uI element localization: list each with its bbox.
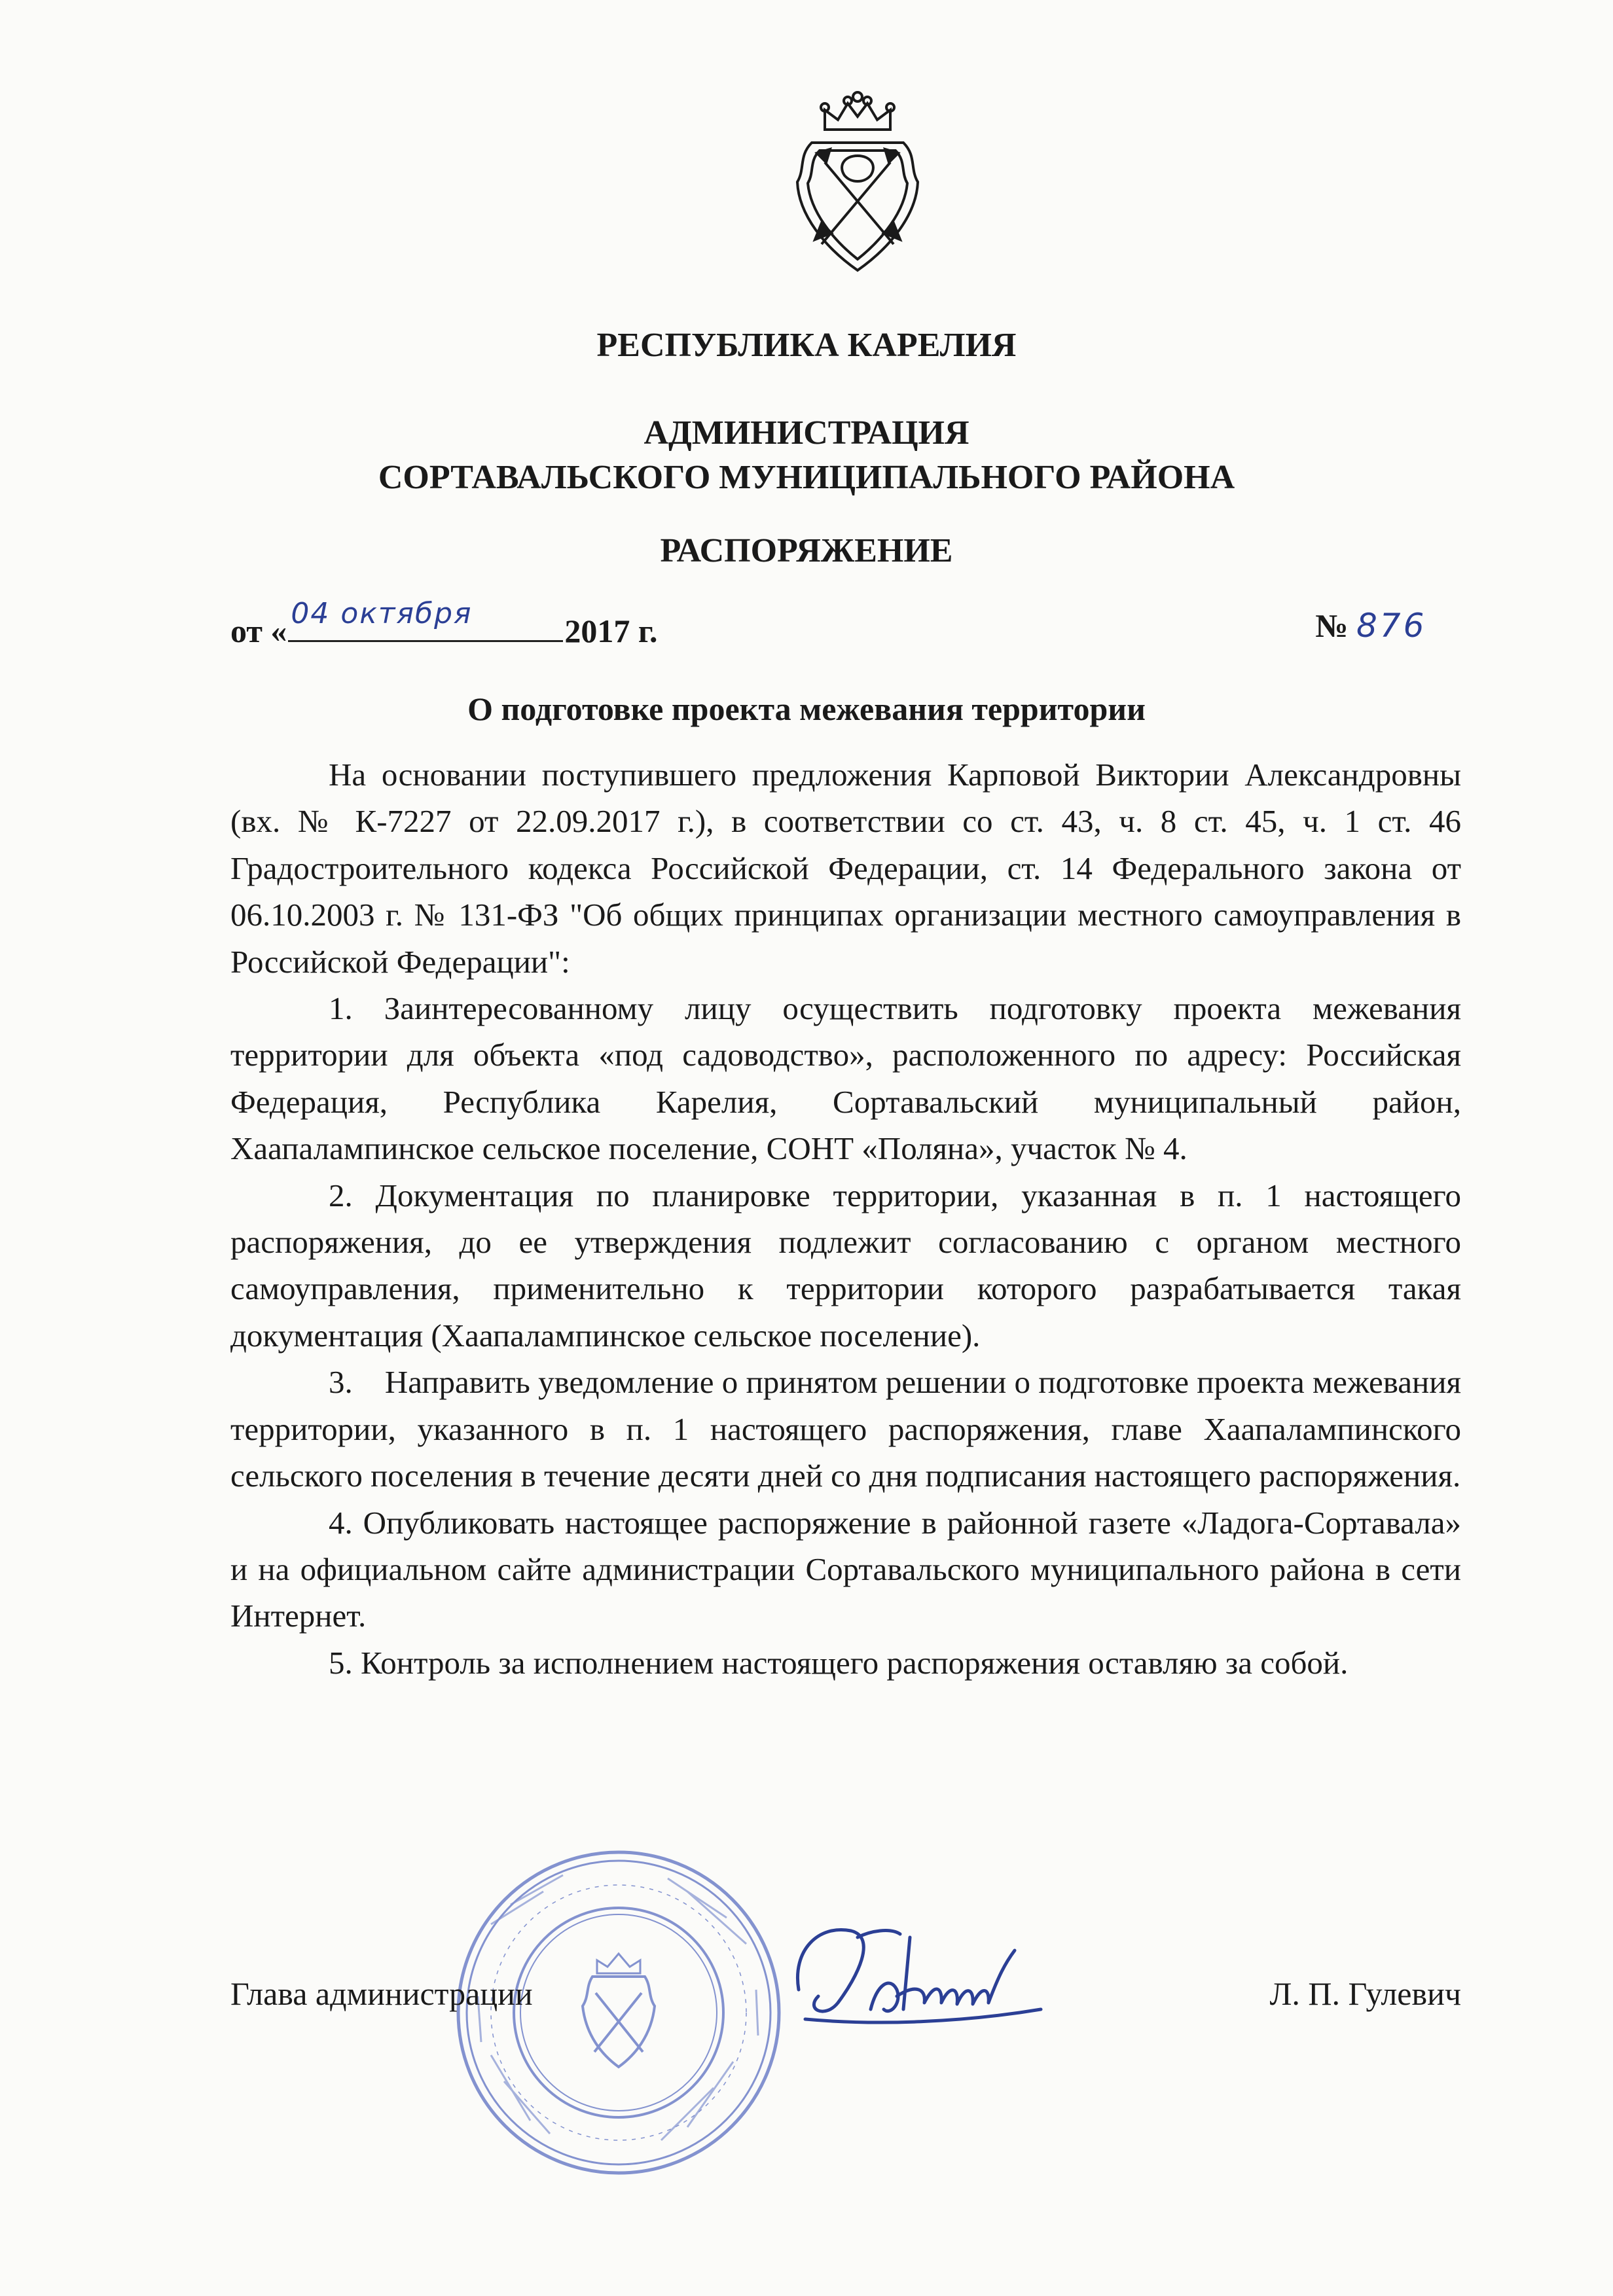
document-number-field bbox=[1315, 601, 1461, 651]
order-item-3: 3. Направить уведомление о принятом решении о подготовке проекта межевания территории, указанного в п. 1 настоящего распоряжения, главе Хаапалампинского сельского поселения в течение десяти дней со дня подписания настоящего распоряжения. bbox=[230, 1364, 1461, 1494]
date-prefix: от « bbox=[230, 613, 287, 649]
republic-heading: РЕСПУБЛИКА КАРЕЛИЯ bbox=[596, 327, 1017, 364]
date-field bbox=[230, 597, 658, 656]
signatory-title: Глава администрации bbox=[230, 1975, 533, 2012]
administration-line-1: АДМИНИСТРАЦИЯ bbox=[643, 414, 970, 452]
order-item-5: 5. Контроль за исполнением настоящего распоряжения оставляю за собой. bbox=[329, 1644, 1349, 1681]
order-item-4: 4. Опубликовать настоящее распоряжение в районной газете «Ладога-Сортавала» и на официальном сайте администрации Сортавальского муниципального района в сети Интернет. bbox=[230, 1504, 1461, 1634]
handwritten-date-field bbox=[288, 597, 563, 642]
handwritten-date: 04 октября bbox=[291, 597, 473, 630]
administration-heading bbox=[0, 411, 1613, 500]
document-subject: О подготовке проекта межевания территории bbox=[467, 691, 1146, 727]
preamble-paragraph: На основании поступившего предложения Карповой Виктории Александровны (вх. № К-7227 от 22.09.2017 г.), в соответствии со ст. 43, ч. 8 ст. 45, ч. 1 ст. 46 Градостроительного кодекса Российской Федерации, ст. 14 Федерального закона от 06.10.2003 г. № 131-ФЗ "Об общих принципах организации местного самоуправления в Российской Федерации": bbox=[230, 757, 1461, 980]
signature-block bbox=[230, 1967, 1461, 2020]
coat-of-arms-emblem bbox=[786, 84, 930, 280]
number-label: № bbox=[1315, 607, 1349, 644]
dateline bbox=[230, 597, 1461, 651]
date-year: 2017 г. bbox=[564, 613, 658, 649]
order-item-1: 1. Заинтересованному лицу осуществить подготовку проекта межевания территории для объекта «под садоводство», расположенного по адресу: Российская Федерация, Республика Карелия, Сортавальский муниципальный район, Хаапалампинское сельское поселение, СОНТ «Поляна», участок № 4. bbox=[230, 990, 1461, 1167]
document-type-heading: РАСПОРЯЖЕНИЕ bbox=[660, 532, 953, 569]
signatory-name: Л. П. Гулевич bbox=[1269, 1975, 1461, 2012]
document-body bbox=[230, 751, 1461, 1686]
order-item-2: 2. Документация по планировке территории, указанная в п. 1 настоящего распоряжения, до ее утверждения подлежит согласованию с органом местного самоуправления, применительно к территории которого разрабатывается такая документация (Хаапалампинское сельское поселение). bbox=[230, 1177, 1461, 1354]
administration-line-2: СОРТАВАЛЬСКОГО МУНИЦИПАЛЬНОГО РАЙОНА bbox=[378, 459, 1235, 496]
handwritten-number: 876 bbox=[1356, 607, 1427, 645]
